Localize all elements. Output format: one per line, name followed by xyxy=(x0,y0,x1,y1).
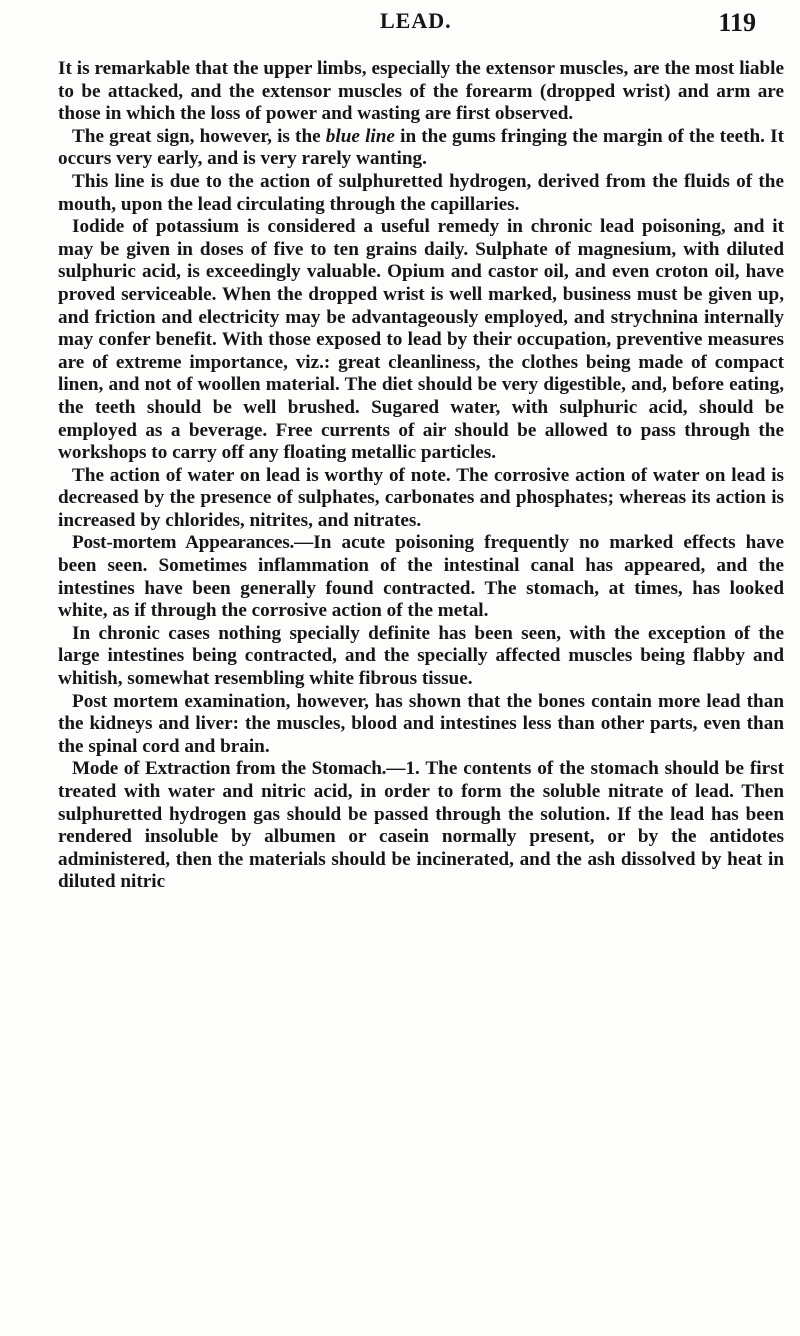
paragraph-chronic-cases: In chronic cases nothing specially definite has been seen, with the exception of the large intestines being contracted, and the specially affected muscles being flabby and whitish, somewhat resembling white fibrous tissue. xyxy=(58,622,784,690)
paragraph-blue-line-before: The great sign, however, is the xyxy=(72,125,326,147)
emphasis-blue-line: blue line xyxy=(325,125,395,147)
paragraph-treatment: Iodide of potassium is considered a useful remedy in chronic lead poisoning, and it may be given in doses of five to ten grains daily. Sulphate of magnesium, with diluted sulphuric acid, is exceedingly valuable. Opium and castor oil, and even croton oil, have proved serviceable. When the dropped wrist is well marked, business must be given up, and friction and electricity may be advantageously employed, and strychnina internally may confer benefit. With those exposed to lead by their occupation, preventive measures are of extreme importance, viz.: great cleanliness, the clothes being made of compact linen, and not of woollen material. The diet should be very digestible, and, before eating, the teeth should be well brushed. Sugared water, with sulphuric acid, should be employed as a beverage. Free currents of air should be allowed to pass through the workshops to carry off any floating metallic particles. xyxy=(58,216,784,464)
running-title: LEAD. xyxy=(380,8,452,33)
paragraph-examination: Post mortem examination, however, has shown that the bones contain more lead than the kidneys and liver: the muscles, blood and intestines less than other parts, even than the spinal cord and brain. xyxy=(58,690,784,757)
page-number: 119 xyxy=(718,8,756,37)
paragraph-extraction-text: —1. The contents of the stomach should be first treated with water and nitric acid, in order to form the soluble nitrate of lead. Then sulphuretted hydrogen gas should be passed through the solution. If the lead has been rendered insoluble by albumen or casein normally present, or by the antidotes administered, then the materials should be incinerated, and the ash dissolved by heat in diluted nitric xyxy=(58,758,784,893)
paragraph-sulphuretted-hydrogen: This line is due to the action of sulphuretted hydrogen, derived from the fluids of the mouth, upon the lead circulating through the capillaries. xyxy=(58,170,784,215)
paragraph-blue-line-after: in the gums fringing the margin of the teeth. It occurs very early, and is very rarely wanting. xyxy=(58,125,784,170)
paragraph-post-mortem xyxy=(58,532,784,622)
body-text xyxy=(58,58,784,894)
paragraph-post-mortem-text: —In acute poisoning frequently no marked effects have been seen. Sometimes inflammation of the intestinal canal has appeared, and the intestines have been generally found contracted. The stomach, at times, has looked white, as if through the corrosive action of the metal. xyxy=(58,532,784,622)
section-heading-post-mortem: Post-mortem Appearances. xyxy=(72,532,295,554)
paragraph-water-action: The action of water on lead is worthy of note. The corrosive action of water on lead is decreased by the presence of sulphates, carbonates and phosphates; whereas its action is increased by chlorides, nitrites, and nitrates. xyxy=(58,464,784,531)
paragraph-blue-line xyxy=(58,126,784,171)
section-heading-extraction: Mode of Extraction from the Stomach. xyxy=(72,758,387,780)
paragraph-extraction xyxy=(58,758,784,894)
paragraph-upper-limbs: It is remarkable that the upper limbs, especially the extensor muscles, are the most liable to be attacked, and the extensor muscles of the forearm (dropped wrist) and arm are those in which the loss of power and wasting are first observed. xyxy=(58,58,784,125)
